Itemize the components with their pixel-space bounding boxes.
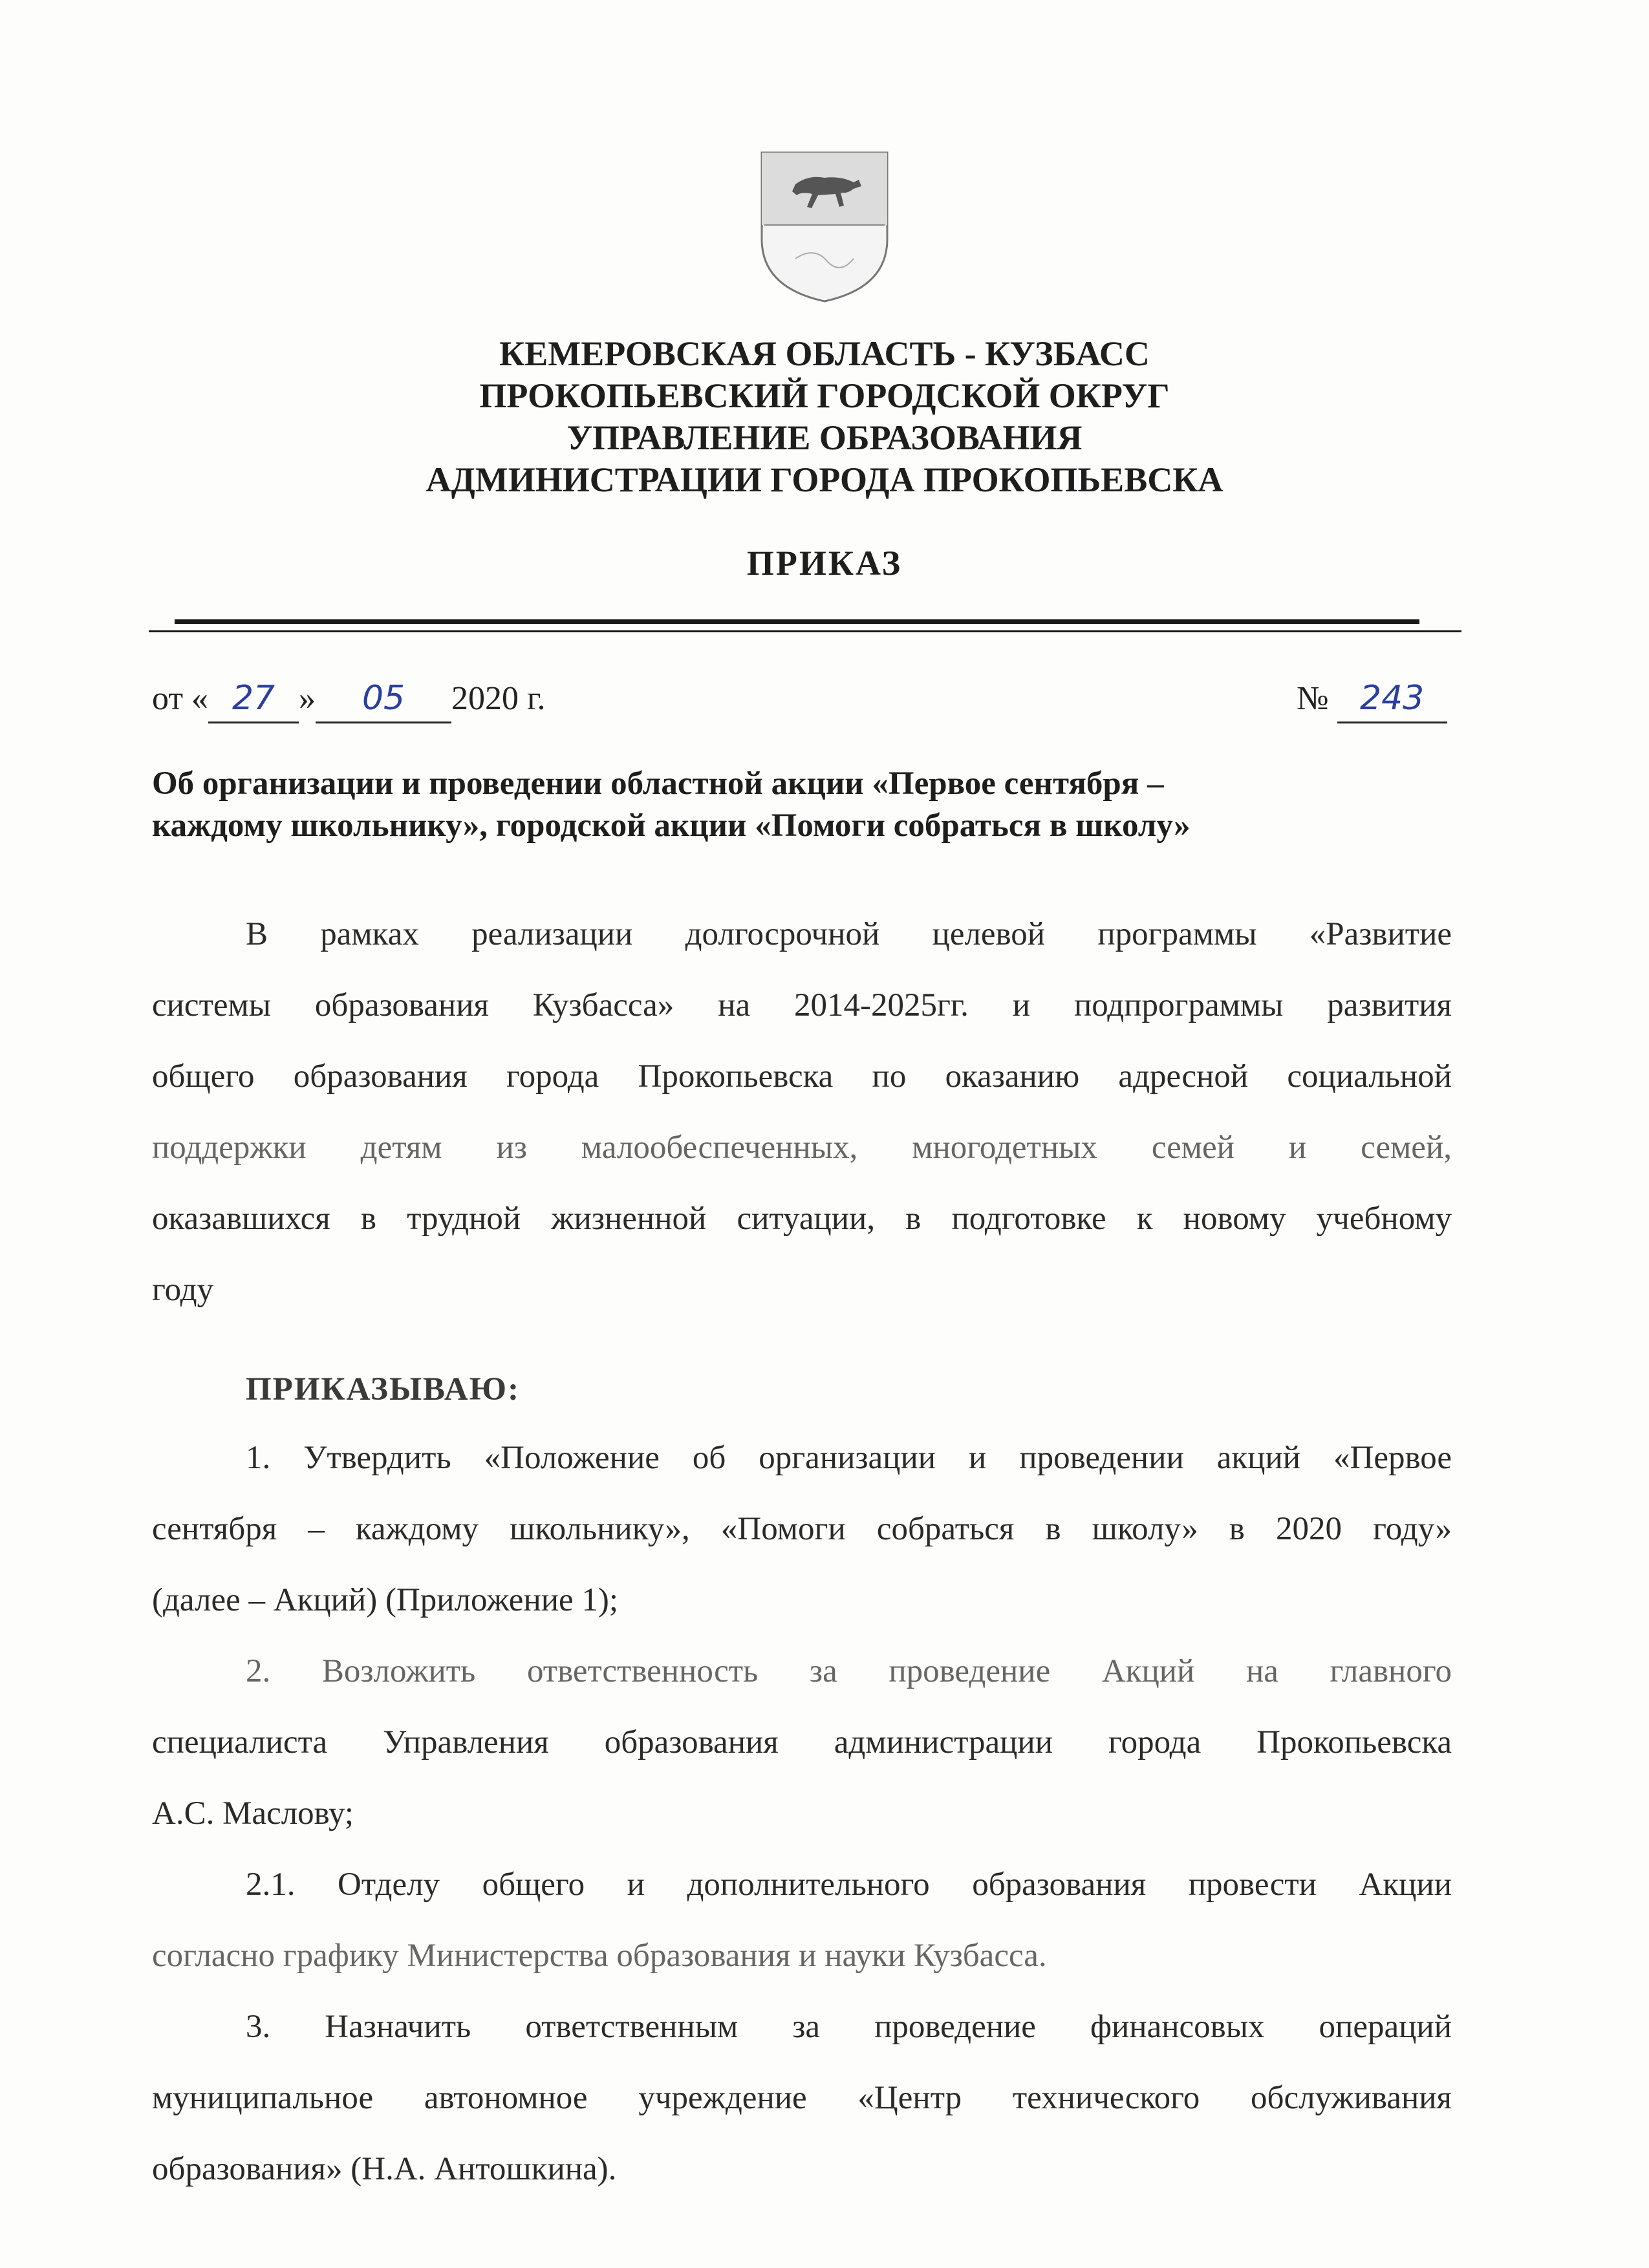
header-line-region: КЕМЕРОВСКАЯ ОБЛАСТЬ - КУЗБАСС: [499, 334, 1150, 373]
header-line-department: УПРАВЛЕНИЕ ОБРАЗОВАНИЯ: [566, 418, 1083, 457]
item-1-line-1: 1. Утвердить «Положение об организации и проведении акций «Первое: [246, 1440, 1452, 1476]
header-divider-thin: [149, 630, 1461, 632]
coat-of-arms-emblem: [757, 149, 892, 304]
date-month-field: [316, 676, 451, 723]
header-divider-thick: [175, 619, 1419, 624]
intro-line-3: общего образования города Прокопьевска по оказанию адресной социальной: [152, 1058, 1452, 1095]
order-date: [152, 676, 546, 723]
subject-line-1: Об организации и проведении областной акции «Первое сентября –: [152, 765, 1164, 802]
item-2-1-line-2: согласно графику Министерства образования и науки Кузбасса.: [152, 1938, 1047, 1974]
item-3-line-1: 3. Назначить ответственным за проведение финансовых операций: [246, 2009, 1452, 2045]
date-year: 2020 г.: [451, 680, 546, 717]
item-3-paragraph: [152, 1991, 1452, 2205]
header-line-administration: АДМИНИСТРАЦИИ ГОРОДА ПРОКОПЬЕВСКА: [426, 460, 1223, 499]
order-subject: [152, 763, 1445, 847]
date-prefix: от «: [152, 680, 209, 717]
order-number: [1297, 676, 1447, 723]
item-2-1-paragraph: [152, 1849, 1452, 1991]
date-month-handwritten: 05: [361, 679, 405, 718]
intro-line-2: системы образования Кузбасса» на 2014-2025гг. и подпрограммы развития: [152, 987, 1452, 1023]
item-3-line-3: образования» (Н.А. Антошкина).: [152, 2151, 617, 2187]
item-1-line-3: (далее – Акций) (Приложение 1);: [152, 1582, 619, 1618]
number-field: [1337, 676, 1447, 723]
document-type-title: ПРИКАЗ: [746, 544, 903, 583]
date-day-handwritten: 27: [232, 679, 275, 718]
number-handwritten: 243: [1359, 679, 1425, 718]
organization-header: [0, 333, 1649, 501]
item-2-1-line-1: 2.1. Отделу общего и дополнительного образования провести Акции: [246, 1867, 1452, 1903]
date-day-field: [208, 676, 299, 723]
item-2-line-1: 2. Возложить ответственность за проведение Акций на главного: [246, 1653, 1452, 1689]
intro-line-4: поддержки детям из малообеспеченных, многодетных семей и семей,: [152, 1129, 1452, 1166]
item-2-paragraph: [152, 1636, 1452, 1849]
item-3-line-2: муниципальное автономное учреждение «Центр технического обслуживания: [152, 2080, 1452, 2116]
item-2-line-3: А.С. Маслову;: [152, 1795, 354, 1832]
intro-paragraph: [152, 899, 1452, 1325]
header-line-district: ПРОКОПЬЕВСКИЙ ГОРОДСКОЙ ОКРУГ: [479, 376, 1170, 415]
number-prefix: №: [1297, 680, 1329, 717]
intro-line-6: году: [152, 1272, 214, 1308]
intro-line-1: В рамках реализации долгосрочной целевой программы «Развитие: [246, 916, 1452, 952]
intro-line-5: оказавшихся в трудной жизненной ситуации, в подготовке к новому учебному: [152, 1201, 1452, 1237]
item-1-line-2: сентября – каждому школьнику», «Помоги собраться в школу» в 2020 году»: [152, 1511, 1452, 1547]
decree-heading: ПРИКАЗЫВАЮ:: [246, 1371, 521, 1407]
item-2-line-2: специалиста Управления образования администрации города Прокопьевска: [152, 1724, 1452, 1760]
subject-line-2: каждому школьнику», городской акции «Помоги собраться в школу»: [152, 808, 1191, 844]
date-quote-close: »: [299, 680, 316, 717]
item-1-paragraph: [152, 1422, 1452, 1636]
